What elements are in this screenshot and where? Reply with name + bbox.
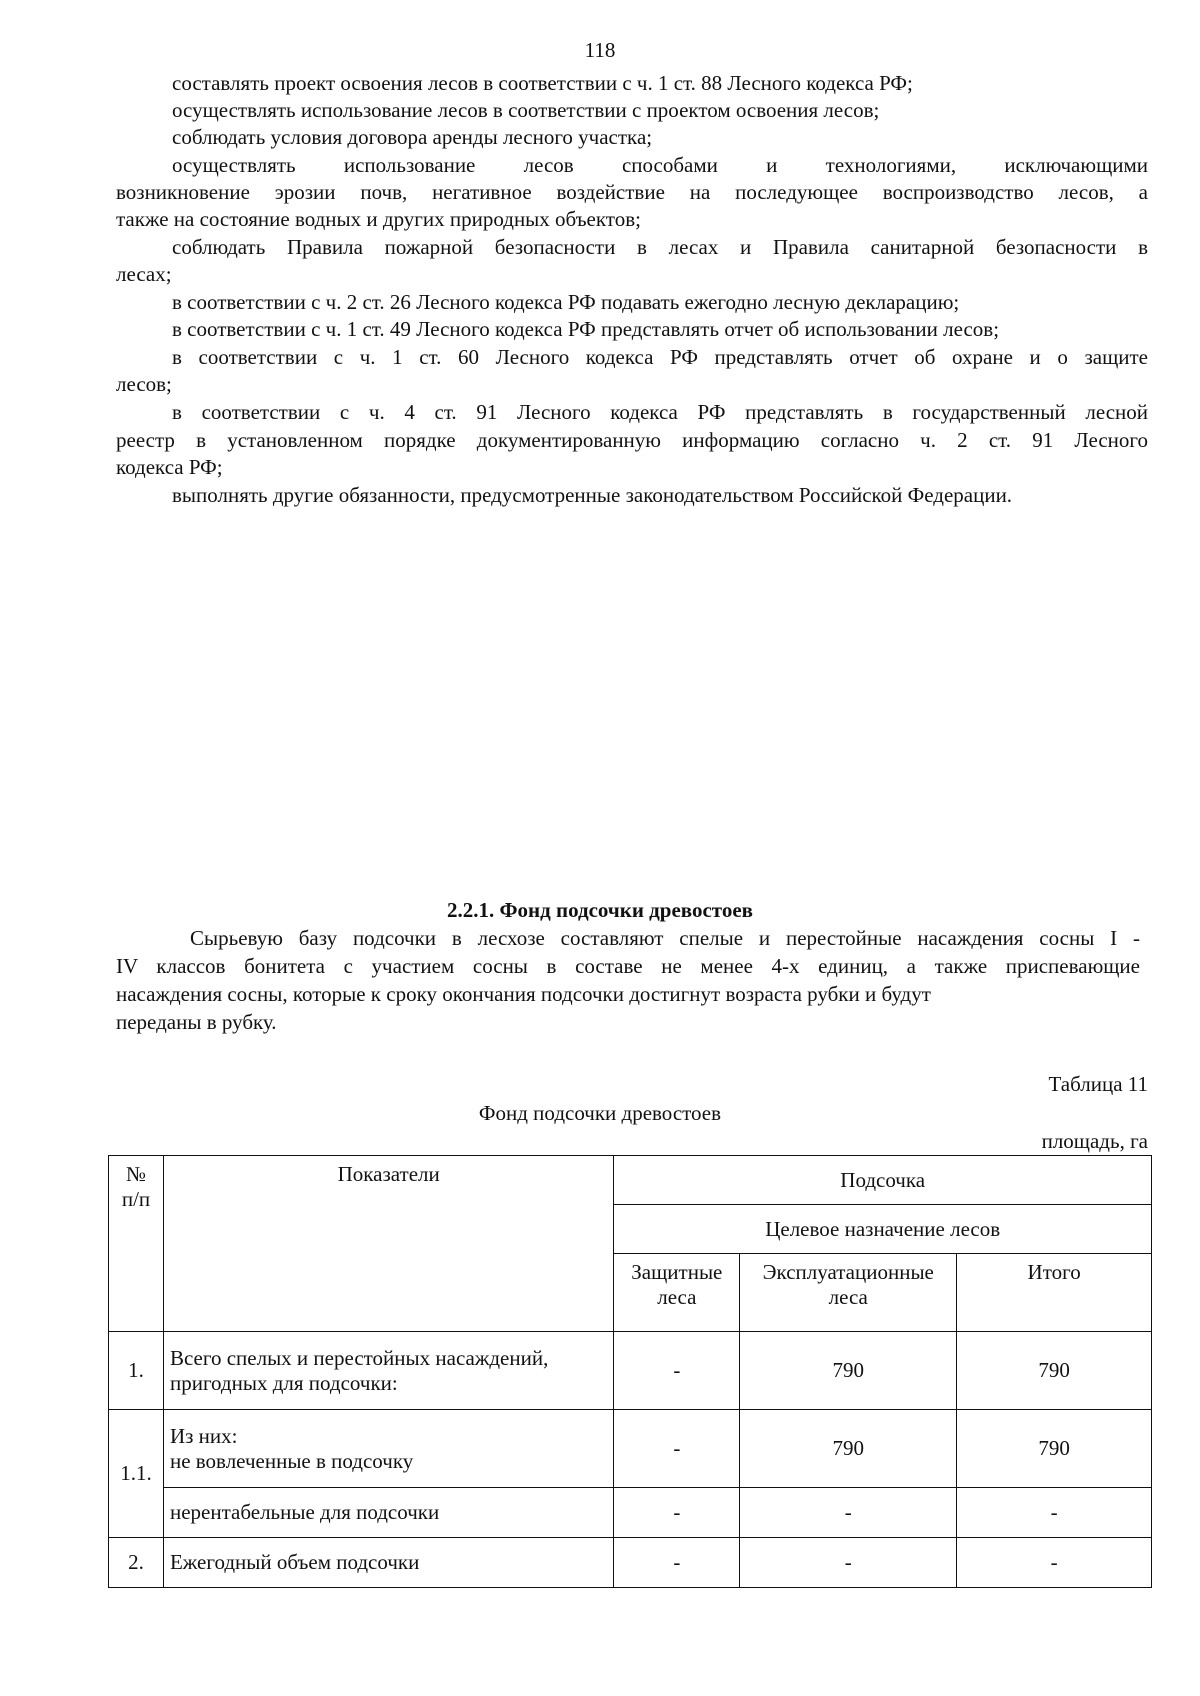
obligation-1: составлять проект освоения лесов в соответствии с ч. 1 ст. 88 Лесного кодекса РФ; xyxy=(172,71,913,95)
row-label-line-1: Из них: xyxy=(169,1423,238,1448)
row-label-line-1: Всего спелых и перестойных насаждений, xyxy=(169,1345,549,1370)
table-header-row-1 xyxy=(109,1156,1152,1205)
row-label xyxy=(163,1410,613,1488)
cell-protective: - xyxy=(614,1488,740,1538)
table-row xyxy=(109,1538,1152,1588)
row-number: 2. xyxy=(109,1538,164,1588)
section-text-line-2: IV классов бонитета с участием сосны в составе не менее 4-х единиц, а также приспевающие xyxy=(116,954,1140,978)
header-exploitation-line-2: леса xyxy=(828,1285,868,1309)
obligation-3: соблюдать условия договора аренды лесного участка; xyxy=(172,125,653,149)
header-number-line-2: п/п xyxy=(121,1187,151,1211)
cell-exploitation: 790 xyxy=(740,1410,957,1488)
cell-exploitation: 790 xyxy=(740,1332,957,1410)
table-row xyxy=(109,1410,1152,1488)
obligation-9-line-2: реестр в установленном порядке документированную информацию согласно ч. 2 ст. 91 Лесного xyxy=(116,428,1148,452)
cell-total: - xyxy=(957,1488,1152,1538)
cell-exploitation: - xyxy=(740,1488,957,1538)
obligation-4-line-2: возникновение эрозии почв, негативное воздействие на последующее воспроизводство лесов, а xyxy=(116,180,1148,204)
cell-protective: - xyxy=(614,1410,740,1488)
row-number: 1.1. xyxy=(109,1410,164,1538)
obligation-8-line-1: в соответствии с ч. 1 ст. 60 Лесного кодекса РФ представлять отчет об охране и о защите xyxy=(172,345,1148,369)
row-number: 1. xyxy=(109,1332,164,1410)
header-protective-line-1: Защитные xyxy=(631,1260,723,1284)
cell-total: 790 xyxy=(957,1332,1152,1410)
header-number xyxy=(109,1156,164,1332)
cell-total: - xyxy=(957,1538,1152,1588)
table-units: площадь, га xyxy=(1041,1129,1148,1153)
obligation-6: в соответствии с ч. 2 ст. 26 Лесного кодекса РФ подавать ежегодно лесную декларацию; xyxy=(172,290,960,314)
obligation-5-line-1: соблюдать Правила пожарной безопасности в лесах и Правила санитарной безопасности в xyxy=(172,235,1148,259)
header-protective-line-2: леса xyxy=(657,1285,697,1309)
section-text-line-3: насаждения сосны, которые к сроку окончания подсочки достигнут возраста рубки и будут xyxy=(116,982,931,1006)
page-number: 118 xyxy=(584,38,616,62)
obligation-5-line-2: лесах; xyxy=(116,262,172,286)
table-row xyxy=(109,1332,1152,1410)
cell-protective: - xyxy=(614,1332,740,1410)
cell-total: 790 xyxy=(957,1410,1152,1488)
header-total: Итого xyxy=(957,1254,1152,1332)
header-forest-purpose: Целевое назначение лесов xyxy=(614,1205,1152,1254)
section-text-line-4: переданы в рубку. xyxy=(116,1010,277,1034)
header-tapping: Подсочка xyxy=(614,1156,1152,1205)
header-exploitation-line-1: Эксплуатационные xyxy=(762,1260,934,1284)
row-label: Ежегодный объем подсочки xyxy=(163,1538,613,1588)
cell-exploitation: - xyxy=(740,1538,957,1588)
cell-protective: - xyxy=(614,1538,740,1588)
header-protective xyxy=(614,1254,740,1332)
obligation-8-line-2: лесов; xyxy=(116,372,172,396)
header-exploitation xyxy=(740,1254,957,1332)
obligation-7: в соответствии с ч. 1 ст. 49 Лесного кодекса РФ представлять отчет об использовании лесов; xyxy=(172,317,1000,341)
row-label: нерентабельные для подсочки xyxy=(163,1488,613,1538)
tapping-fund-table xyxy=(108,1155,1152,1588)
row-label-line-2: пригодных для подсочки: xyxy=(169,1370,398,1395)
header-number-line-1: № xyxy=(125,1162,146,1186)
obligation-4-line-3: также на состояние водных и других природных объектов; xyxy=(116,207,641,231)
header-indicators: Показатели xyxy=(163,1156,613,1332)
row-label-line-2: не вовлеченные в подсочку xyxy=(169,1448,414,1473)
table-caption: Фонд подсочки древостоев xyxy=(478,1101,722,1125)
row-label xyxy=(163,1332,613,1410)
section-text-line-1: Сырьевую базу подсочки в лесхозе составляют спелые и перестойные насаждения сосны I - xyxy=(190,926,1140,950)
obligation-10: выполнять другие обязанности, предусмотренные законодательством Российской Федерации. xyxy=(172,483,1013,507)
table-number: Таблица 11 xyxy=(1048,1072,1148,1096)
obligation-9-line-1: в соответствии с ч. 4 ст. 91 Лесного кодекса РФ представлять в государственный лесной xyxy=(172,400,1148,424)
obligation-9-line-3: кодекса РФ; xyxy=(116,455,223,479)
table-row xyxy=(109,1488,1152,1538)
section-title: 2.2.1. Фонд подсочки древостоев xyxy=(446,898,754,922)
obligation-4-line-1: осуществлять использование лесов способами и технологиями, исключающими xyxy=(172,153,1148,177)
obligation-2: осуществлять использование лесов в соответствии с проектом освоения лесов; xyxy=(172,98,880,122)
